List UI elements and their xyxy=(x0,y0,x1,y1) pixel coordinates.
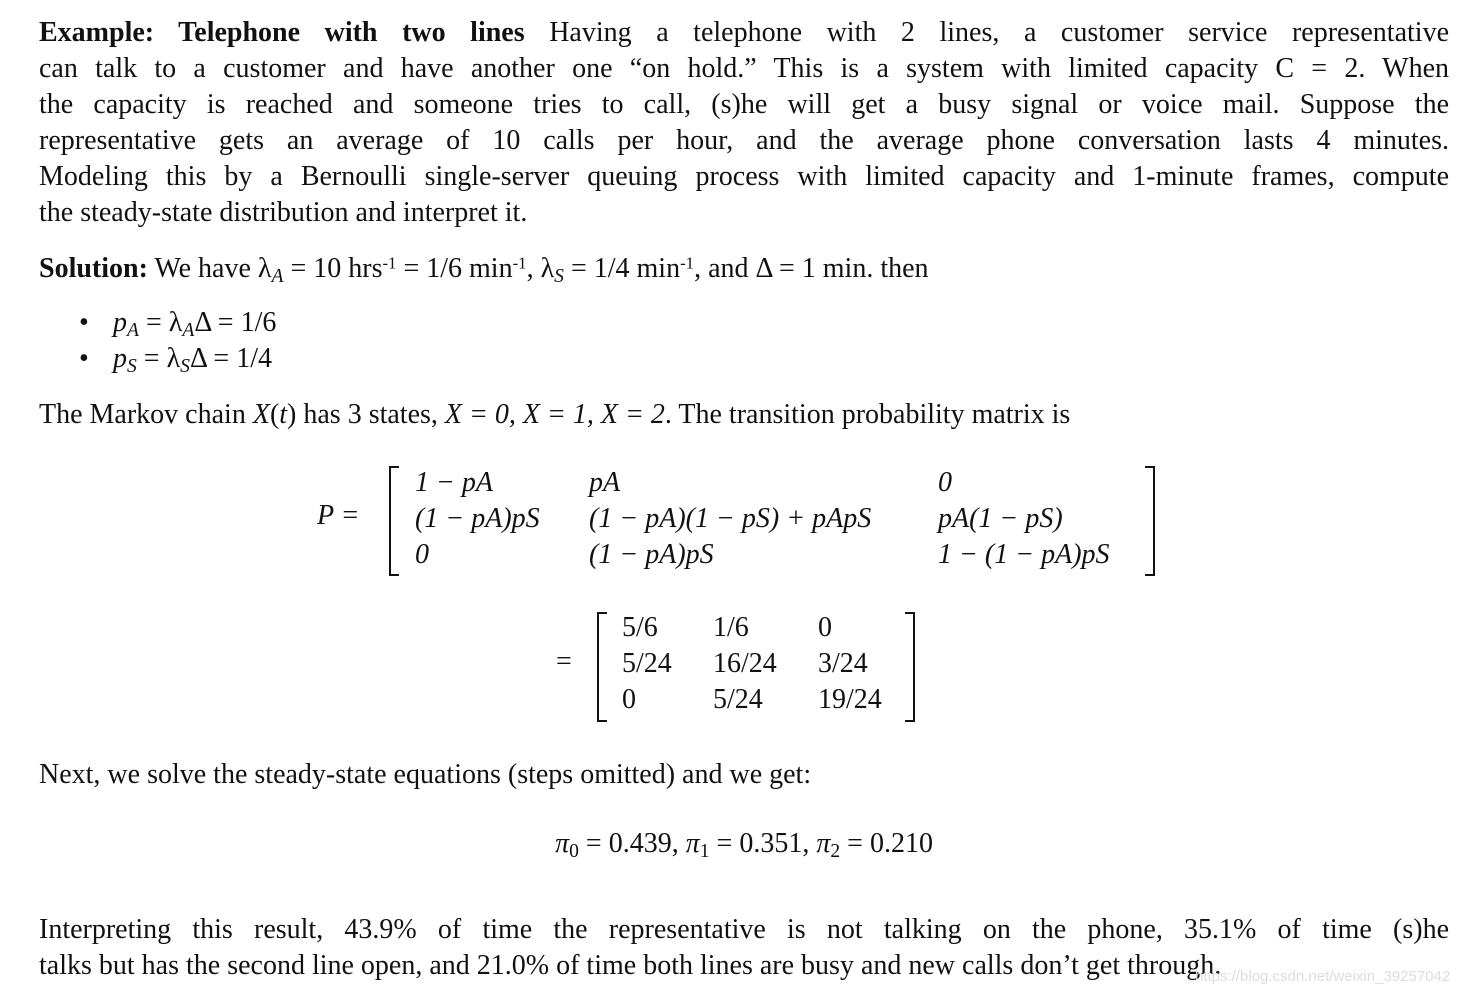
example-heading: Example: Telephone with two lines xyxy=(39,17,525,48)
problem-line-2: can talk to a customer and have another one “on hold.” This is a system with limited capacity C = 2. When xyxy=(39,53,1449,84)
matrix-equals: = xyxy=(556,646,572,677)
problem-paragraph: Example: Telephone with two lines Having a telephone with 2 lines, a customer service representative can talk to a customer and have another one “on hold.” This is a system with limited capacity C = 2. When the capacity is reached and someone tries to call, (s)he will get a busy signal or voice mail. Suppose the representative gets an average of 10 calls per hour, and the average phone conversation lasts 4 minutes. Modeling this by a Bernoulli single-server queuing process with limited capacity and 1-minute frames, compute the steady-state distribution and interpret it. xyxy=(39,15,1449,231)
interpretation-paragraph: Interpreting this result, 43.9% of time the representative is not talking on the phone, 35.1% of time (s)he talks but has the second line open, and 21.0% of time both lines are busy and new calls don’t get through. xyxy=(39,914,1449,981)
problem-line-4: representative gets an average of 10 calls per hour, and the average phone conversation lasts 4 minutes. xyxy=(39,125,1449,156)
list-item: • $p_S = \lambda_S\Delta = 1/4$ xyxy=(79,341,276,377)
left-bracket xyxy=(597,612,607,722)
steady-state-result: $\pi_0 = 0.439$, $\pi_1 = 0.351$, $\pi_2 = 0.210$ xyxy=(555,828,933,862)
watermark: https://blog.csdn.net/weixin_39257042 xyxy=(1195,968,1451,985)
left-bracket xyxy=(389,466,399,576)
markov-paragraph: The Markov chain X(t) has 3 states, X = 0, X = 1, X = 2. The transition probability matrix is xyxy=(39,399,1071,430)
right-bracket xyxy=(905,612,915,722)
matrix-lhs: P = xyxy=(317,500,360,531)
problem-line-3: the capacity is reached and someone tries to call, (s)he will get a busy signal or voice mail. Suppose the xyxy=(39,89,1449,120)
solution-label: Solution: xyxy=(39,253,148,284)
probability-list xyxy=(79,305,276,377)
solution-paragraph: Solution: We have $\lambda_A = 10$ hrs$^{-1}$ = 1/6 $\min^{-1}$, $\lambda_S = 1/4$ $\min^{-1}$, and Δ = 1 min. then xyxy=(39,253,929,287)
problem-line-6: the steady-state distribution and interpret it. xyxy=(39,197,528,228)
right-bracket xyxy=(1145,466,1155,576)
next-paragraph: Next, we solve the steady-state equations (steps omitted) and we get: xyxy=(39,759,812,790)
list-item: • $p_A = \lambda_A\Delta = 1/6$ xyxy=(79,305,276,341)
problem-line-5: Modeling this by a Bernoulli single-server queuing process with limited capacity and 1-minute frames, compute xyxy=(39,161,1449,192)
